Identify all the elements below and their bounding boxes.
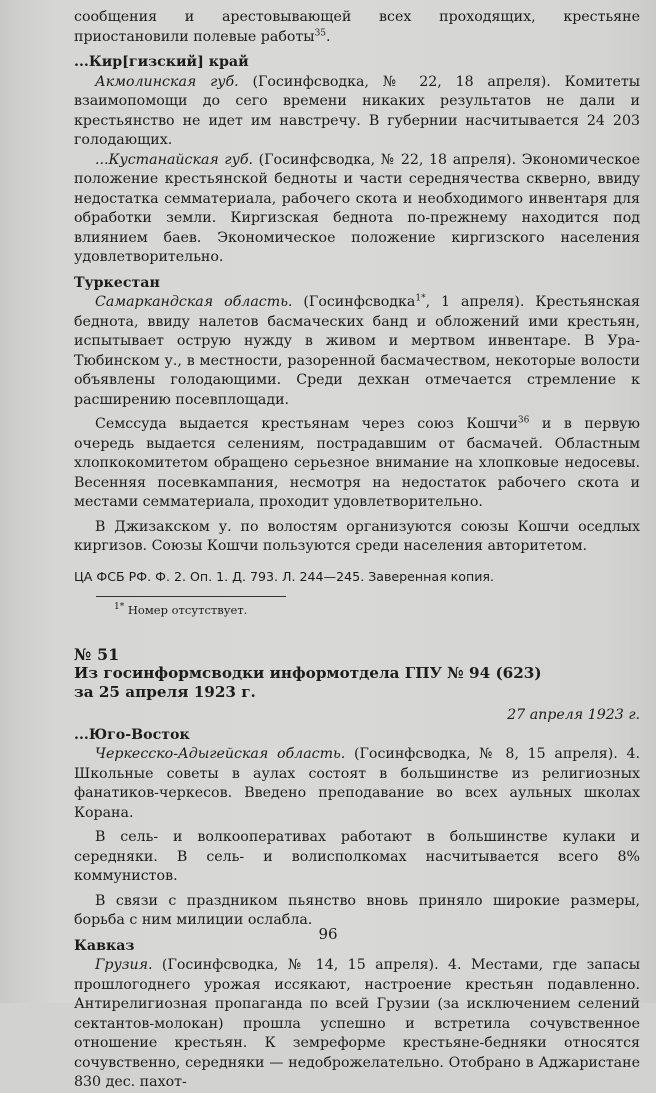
footnote-mark: 1*	[114, 602, 125, 613]
paragraph-kustanai: ...Кустанайская губ. (Госинфсводка, № 22, 18 апреля). Экономическое положение крестьянской бедноты и части середнячества скверно, ввиду недостатка семматериала, рабочего скота и необходимого инвентаря для обработки земли. Киргизская беднота по-прежнему находится под влиянием баев. Экономическое положение киргизского населения удовлетворительно.	[74, 151, 640, 265]
footnote: $^{1*}$ Номер отсутствует.	[114, 602, 248, 617]
endnote-ref: 35	[314, 27, 327, 38]
area-label: Самаркандская область.	[95, 294, 293, 310]
paragraph-samarkand: Самаркандская область. (Госинфсводка$^{1*}$, 1 апреля). Крестьянская беднота, ввиду налетов басмаческих банд и обложений ими крестьян, испытывает острую нужду в живом и мертвом инвентаре. В Ура-Тюбинском у., в местности, разоренной басмачеством, некоторые волости объявлены голодающими. Среди дехкан отмечается стремление к расширению посевплощади.	[74, 293, 640, 408]
paragraph-cooperatives: В сель- и волкооперативах работают в большинстве кулаки и середняки. В сель- и волисполкомах насчитывается всего 8% коммунистов.	[74, 829, 640, 884]
paragraph-akmolinsk: Акмолинская губ. (Госинфсводка, № 22, 18 апреля). Комитеты взаимопомощи до сего времени никаких результатов не дали и крестьянство не идет им навстречу. В губернии насчитывается 24 203 голодающих.	[74, 73, 640, 148]
footnote-divider	[96, 596, 286, 597]
area-label: Акмолинская губ.	[95, 73, 239, 90]
archive-source: ЦА ФСБ РФ. Ф. 2. Оп. 1. Д. 793. Л. 244—245. Заверенная копия.	[74, 568, 494, 584]
region-heading-southeast: ...Юго-Восток	[74, 726, 190, 743]
region-heading-turkestan: Туркестан	[74, 274, 160, 291]
region-heading-caucasus: Кавказ	[74, 937, 135, 954]
paragraph-continuation: сообщения и арестовывающей всех проходящих, крестьяне приостановили полевые работы$^{35}$.	[74, 9, 640, 45]
area-label: Черкесско-Адыгейская область.	[95, 746, 346, 762]
paragraph-georgia: Грузия. (Госинфсводка, № 14, 15 апреля). 4. Местами, где запасы прошлогоднего урожая иссякают, настроение крестьян подавленно. Антирелигиозная пропаганда по всей Грузии (за исключением селений сектантов-молокан) прошла успешно и встретила сочувственное отношение крестьян. К земреформе крестьяне-бедняки относятся сочувственно, середняки — недоброжелательно. Отобрано в Аджаристане 830 дес. пахот-	[74, 957, 640, 1090]
area-label: ...Кустанайская губ.	[95, 151, 253, 168]
paragraph-holiday: В связи с праздником пьянство вновь приняло широкие размеры, борьба с ним милиции ослабла.	[74, 892, 640, 928]
area-label: Грузия.	[95, 957, 153, 973]
footnote-ref: 1*	[415, 293, 426, 304]
paragraph-dzhizak: В Джизакском у. по волостям организуются союзы Кошчи оседлых киргизов. Союзы Кошчи пользуются среди населения авторитетом.	[74, 518, 640, 554]
paragraph-semssuda: Семссуда выдается крестьянам через союз Кошчи$^{36}$ и в первую очередь выдается селениям, пострадавшим от басмачей. Областным хлопкокомитетом обращено серьезное внимание на хлопковые недосевы. Весенняя посевкампания, несмотря на недостаток рабочего скота и местами семматериала, проходит удовлетворительно.	[74, 415, 641, 510]
endnote-ref: 36	[517, 415, 530, 426]
page-number: 96	[318, 925, 338, 943]
region-heading-kirgiz: ...Кир[гизский] край	[74, 54, 249, 70]
document-date: 27 апреля 1923 г.	[507, 707, 640, 723]
paragraph-cherkess: Черкесско-Адыгейская область. (Госинфсводка, № 8, 15 апреля). 4. Школьные советы в аулах состоят в большинстве из религиозных фанатиков-черкесов. Введено преподавание во всех аульных школах Корана.	[74, 746, 640, 821]
document-title: Из госинформсводки информотдела ГПУ № 94 (623) за 25 апреля 1923 г.	[74, 664, 542, 701]
document-number: № 51	[74, 644, 120, 664]
